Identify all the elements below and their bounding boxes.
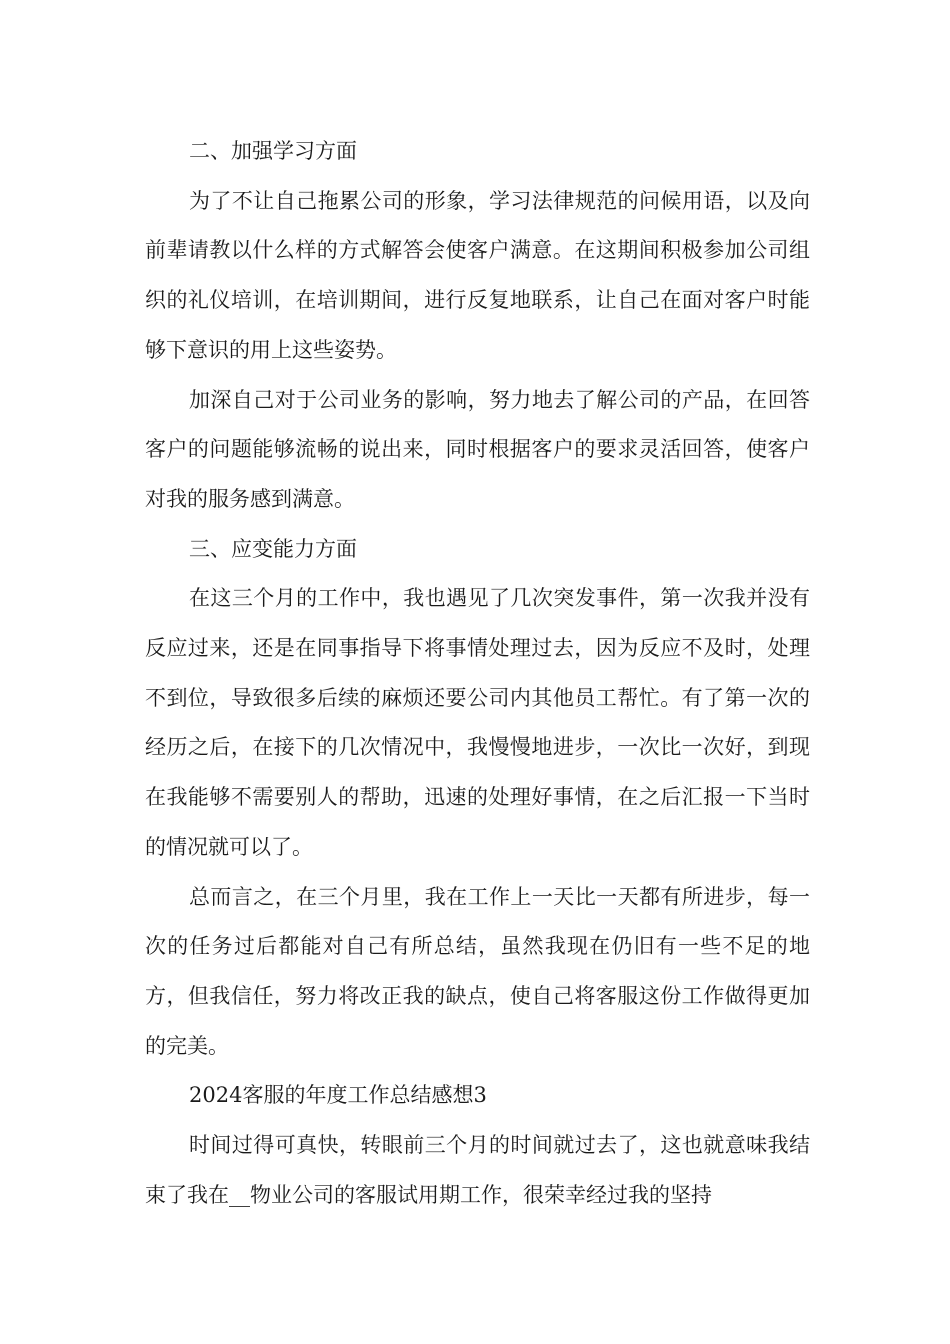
paragraph-adaptability-incidents: 在这三个月的工作中，我也遇见了几次突发事件，第一次我并没有反应过来，还是在同事指导下将事情处理过去，因为反应不及时，处理不到位，导致很多后续的麻烦还要公司内其他员工帮忙。有了第一次的经历之后，在接下的几次情况中，我慢慢地进步，一次比一次好，到现在我能够不需要别人的帮助，迅速的处理好事情，在之后汇报一下当时的情况就可以了。 [145, 586, 810, 859]
section-heading-learning: 二、加强学习方面 [189, 139, 357, 163]
paragraph-summary: 总而言之，在三个月里，我在工作上一天比一天都有所进步，每一次的任务过后都能对自己有所总结，虽然我现在仍旧有一些不足的地方，但我信任，努力将改正我的缺点，使自己将客服这份工作做得更加的完美。 [145, 884, 810, 1058]
document-body [145, 127, 810, 1220]
paragraph-probation-intro: 时间过得可真快，转眼前三个月的时间就过去了，这也就意味我结束了我在__物业公司的客服试用期工作，很荣幸经过我的坚持 [145, 1133, 810, 1207]
article-title-3: 2024客服的年度工作总结感想3 [189, 1083, 487, 1108]
paragraph-learning-business: 加深自己对于公司业务的影响，努力地去了解公司的产品，在回答客户的问题能够流畅的说出来，同时根据客户的要求灵活回答，使客户对我的服务感到满意。 [145, 387, 810, 511]
paragraph-learning-etiquette: 为了不让自己拖累公司的形象，学习法律规范的问候用语，以及向前辈请教以什么样的方式解答会使客户满意。在这期间积极参加公司组织的礼仪培训，在培训期间，进行反复地联系，让自己在面对客户时能够下意识的用上这些姿势。 [145, 188, 810, 362]
section-heading-adaptability: 三、应变能力方面 [189, 536, 357, 561]
